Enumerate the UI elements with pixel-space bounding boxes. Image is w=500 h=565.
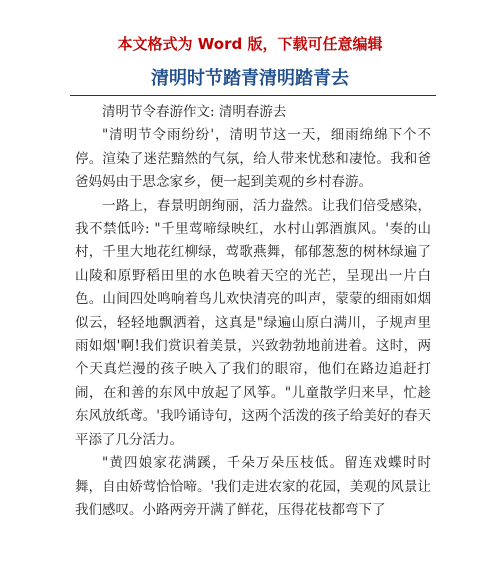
title-divider xyxy=(70,95,436,96)
paragraph-subtitle: 清明节令春游作文: 清明春游去 xyxy=(102,104,287,120)
paragraph: 一路上，春景明朗绚丽，活力盎然。让我们倍受感染，我不禁低吟: "千里莺啼绿映红，水村山郭酒旗风。'奏的山村，千里大地花红柳绿，莺歌燕舞，郁郁葱葱的树林绿遍了山陵和原野稻田里的水色映着天空的光芒，呈现出一片白色。山间四处鸣响着鸟儿欢快清亮的叫声，蒙蒙的细雨如烟似云，轻轻地飘洒着，这真是"绿遍山原白满川，子规声里雨如烟'啊!我们赏识着美景，兴致勃勃地前进着。这时，两个天真烂漫的孩子映入了我们的眼帘，他们在路边追赶打闹，在和善的东风中放起了风筝。"儿童散学归来早，忙趁东风放纸鸢。'我吟诵诗句，这两个活泼的孩子给美好的春天平添了几分活力。 xyxy=(75,197,431,448)
word-format-banner: 本文格式为 Word 版，下载可任意编辑 xyxy=(117,35,383,53)
paragraph: "清明节令雨纷纷'，清明节这一天，细雨绵绵下个不停。渲染了迷茫黯然的气氛，给人带来忧愁和凄怆。我和爸爸妈妈由于思念家乡，便一起到美观的乡村春游。 xyxy=(75,127,431,191)
article-title: 清明时节踏青清明踏青去 xyxy=(151,68,349,89)
article-body xyxy=(75,101,431,522)
paragraph: "黄四娘家花满蹊，千朵万朵压枝低。留连戏蝶时时舞，自由娇莺恰恰啼。'我们走进农家的花园，美观的风景让我们感叹。小路两旁开满了鲜花，压得花枝都弯下了 xyxy=(75,455,431,518)
